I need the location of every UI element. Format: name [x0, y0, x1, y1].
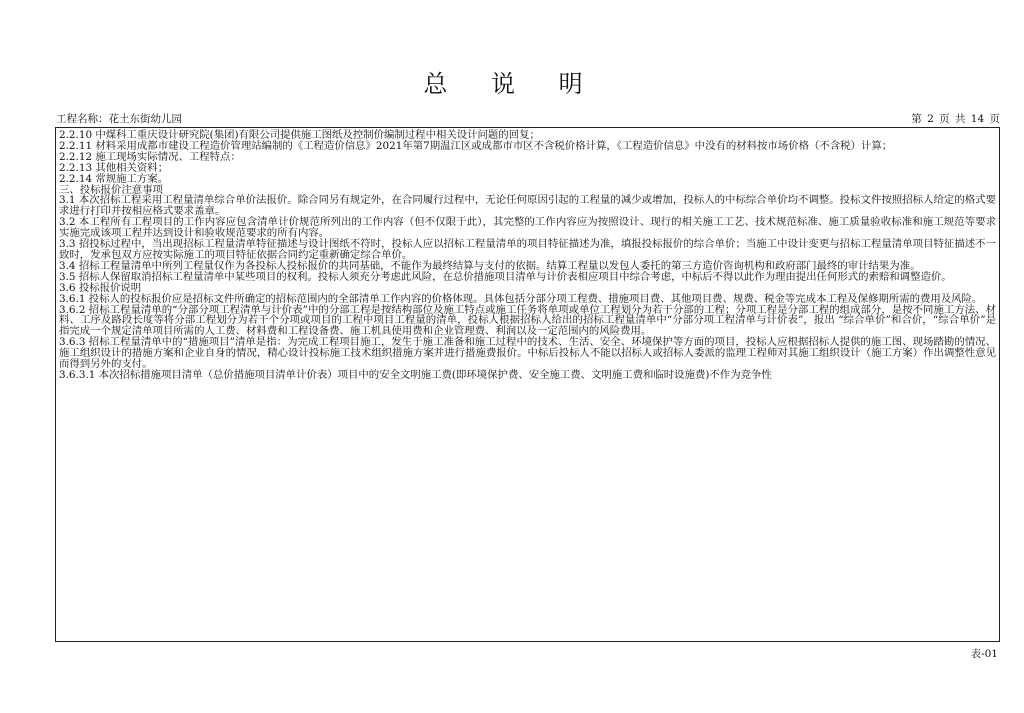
content-line-3-5: 3.5 招标人保留取消招标工程量清单中某些项目的权利。投标人须充分考虑此风险，在总价措施项目清单与计价表相应项目中综合考虑，中标后不得以此作为理由提出任何形式的索赔和调整造价。 — [59, 270, 952, 283]
content-line-3-3: 3.3 招投标过程中，当出现招标工程量清单特征描述与设计图纸不符时，投标人应以招标工程量清单的项目特征描述为准，填报投标报价的综合单价；当施工中设计变更与招标工程量清单项目特征描述不一致时，发承包双方应按实际施工的项目特征依据合同约定重新确定综合单价。 — [59, 238, 996, 261]
content-line-3-6: 3.6 投标报价说明 — [59, 281, 142, 294]
header-meta-row — [56, 111, 1000, 127]
content-line-2-2-14: 2.2.14 常规施工方案。 — [59, 172, 169, 185]
content-line-3-6-2: 3.6.2 招标工程量清单的“分部分项工程清单与计价表”中的分部工程是按结构部位及施工特点或施工任务将单项或单位工程划分为若干分部的工程；分项工程是分部工程的组成部分，是按不同施工方法、材料、工序及路段长度等将分部工程划分为若干个分项或项目的工程中项目工程量的清单，投标人根据招标人给出的招标工程量清单中“分部分项工程清单与计价表”，报出 “综合单价”和合价，“综合单价”是指完成一个规定清单项目所需的人工费、材料费和工程设备费、施工机具使用费和企业管理费、利润以及一定范围内的风险费用。 — [59, 303, 996, 338]
content-line-3-2: 3.2 本工程所有工程项目的工作内容应包含清单计价规范所列出的工作内容（但不仅限于此），其完整的工作内容应为按照设计、现行的相关施工工艺、技术规范标准、施工质量验收标准和施工规范等要求实施完成该项工程并达到设计和验收规范要求的所有内容。 — [59, 216, 996, 240]
content-line-3-4: 3.4 招标工程量清单中所列工程量仅作为各投标人投标报价的共同基础，不能作为最终结算与支付的依据。结算工程量以发包人委托的第三方造价咨询机构和政府部门最终的审计结果为准。 — [59, 259, 921, 272]
project-name: 工程名称：花土东街幼儿园 — [56, 113, 182, 125]
content-line-2-2-10: 2.2.10 中煤科工重庆设计研究院(集团)有限公司提供施工图纸及控制价编制过程中相关设计问题的回复； — [59, 129, 540, 141]
page-indicator: 第 2 页 共 14 页 — [911, 113, 1000, 125]
content-line-2-2-11: 2.2.11 材料采用成都市建设工程造价管理站编制的《工程造价信息》2021年第7期温江区或成都市市区不含税价格计算，《工程造价信息》中没有的材料按市场价格（不含税）计算； — [59, 139, 893, 152]
content-line-2-2-13: 2.2.13 其他相关资料； — [59, 161, 169, 174]
content-line-3-6-1: 3.6.1 投标人的投标报价应是招标文件所确定的招标范围内的全部清单工作内容的价格体现。具体包括分部分项工程费、措施项目费、其他项目费、规费、税金等完成本工程及保修期所需的费用及风险。 — [59, 292, 983, 305]
content-line-3-6-3-1: 3.6.3.1 本次招标措施项目清单（总价措施项目清单计价表）项目中的安全文明施工费(即环境保护费、安全施工费、文明施工费和临时设施费)不作为竞争性 — [59, 368, 772, 381]
section-heading-3: 三、投标报价注意事项 — [59, 183, 163, 196]
content-line-3-6-3: 3.6.3 招标工程量清单中的“措施项目”清单是指：为完成工程项目施工，发生于施工准备和施工过程中的技术、生活、安全、环境保护等方面的项目，投标人应根据招标人提供的施工图、现场踏勘的情况、施工组织设计的措施方案和企业自身的情况，精心设计投标施工技术组织措施方案并进行措施费报价。中标后投标人不能以招标人或招标人委派的监理工程师对其施工组织设计（施工方案）作出调整性意见而得到另外的支付。 — [59, 336, 996, 371]
content-line-3-1: 3.1 本次招标工程采用工程量清单综合单价法报价。除合同另有规定外，在合同履行过程中，无论任何原因引起的工程量的减少或增加，投标人的中标综合单价均不调整。投标文件按照招标人给定的格式要求进行打印并按相应格式要求盖章。 — [59, 194, 996, 218]
content-box — [55, 127, 1000, 642]
content-line-2-2-12: 2.2.12 施工现场实际情况、工程特点： — [59, 150, 241, 163]
document-title: 总 说 明 — [423, 70, 601, 98]
form-code: 表-01 — [970, 648, 998, 660]
